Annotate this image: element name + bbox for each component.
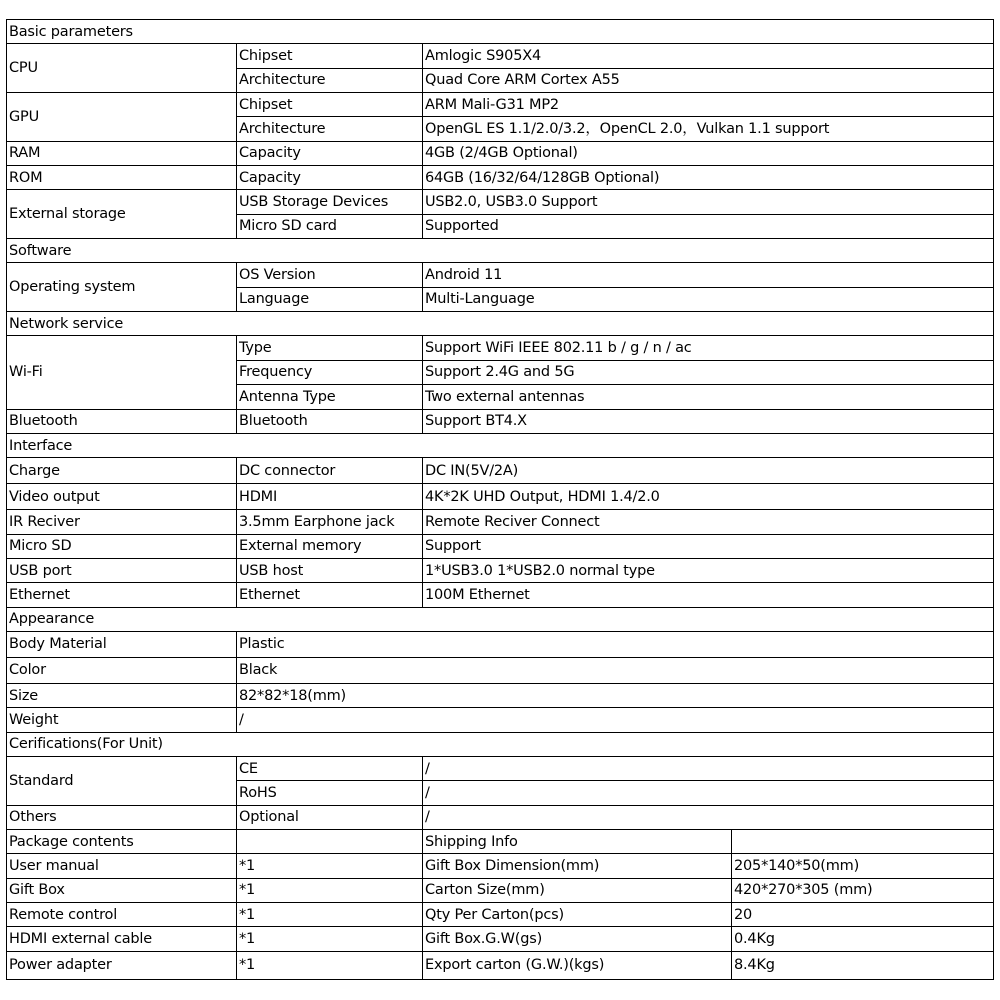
table-cell: External storage bbox=[7, 190, 237, 239]
table-cell: Gift Box Dimension(mm) bbox=[423, 854, 732, 878]
table-cell: Quad Core ARM Cortex A55 bbox=[423, 68, 994, 92]
table-cell: DC connector bbox=[237, 458, 423, 484]
table-cell: Package contents bbox=[7, 829, 237, 853]
table-cell: Size bbox=[7, 683, 237, 707]
table-cell: / bbox=[423, 781, 994, 805]
table-cell: Remote Reciver Connect bbox=[423, 510, 994, 534]
table-row bbox=[7, 854, 994, 878]
table-cell: *1 bbox=[237, 878, 423, 902]
table-cell: 20 bbox=[732, 903, 994, 927]
table-cell: USB Storage Devices bbox=[237, 190, 423, 214]
table-cell: User manual bbox=[7, 854, 237, 878]
table-row bbox=[7, 263, 994, 287]
table-cell: *1 bbox=[237, 927, 423, 951]
table-cell: 64GB (16/32/64/128GB Optional) bbox=[423, 166, 994, 190]
table-cell: Network service bbox=[7, 312, 994, 336]
table-cell: HDMI bbox=[237, 484, 423, 510]
table-cell: DC IN(5V/2A) bbox=[423, 458, 994, 484]
table-cell: Support BT4.X bbox=[423, 409, 994, 433]
table-cell: 4K*2K UHD Output, HDMI 1.4/2.0 bbox=[423, 484, 994, 510]
table-cell: 0.4Kg bbox=[732, 927, 994, 951]
table-cell: HDMI external cable bbox=[7, 927, 237, 951]
table-cell: 205*140*50(mm) bbox=[732, 854, 994, 878]
table-row bbox=[7, 631, 994, 657]
table-row bbox=[7, 510, 994, 534]
table-cell: Chipset bbox=[237, 93, 423, 117]
table-cell: ARM Mali-G31 MP2 bbox=[423, 93, 994, 117]
table-cell: Weight bbox=[7, 708, 237, 732]
table-cell: Carton Size(mm) bbox=[423, 878, 732, 902]
table-cell: Micro SD card bbox=[237, 214, 423, 238]
table-cell: Support 2.4G and 5G bbox=[423, 360, 994, 384]
table-row bbox=[7, 683, 994, 707]
table-row bbox=[7, 534, 994, 558]
table-row bbox=[7, 927, 994, 951]
table-cell: Plastic bbox=[237, 631, 994, 657]
table-cell: Export carton (G.W.)(kgs) bbox=[423, 951, 732, 979]
table-cell: Cerifications(For Unit) bbox=[7, 732, 994, 756]
table-row bbox=[7, 732, 994, 756]
table-cell: Support bbox=[423, 534, 994, 558]
table-cell: 4GB (2/4GB Optional) bbox=[423, 141, 994, 165]
table-cell: CE bbox=[237, 756, 423, 780]
table-cell: CPU bbox=[7, 44, 237, 93]
table-cell: Micro SD bbox=[7, 534, 237, 558]
table-cell: OS Version bbox=[237, 263, 423, 287]
table-cell: / bbox=[237, 708, 994, 732]
table-cell: Operating system bbox=[7, 263, 237, 312]
table-row bbox=[7, 20, 994, 44]
table-row bbox=[7, 756, 994, 780]
table-cell: Video output bbox=[7, 484, 237, 510]
table-cell: Ethernet bbox=[237, 583, 423, 607]
table-cell: Android 11 bbox=[423, 263, 994, 287]
table-cell: Type bbox=[237, 336, 423, 360]
table-cell: USB2.0, USB3.0 Support bbox=[423, 190, 994, 214]
table-cell: RAM bbox=[7, 141, 237, 165]
table-cell: Architecture bbox=[237, 68, 423, 92]
table-cell: Capacity bbox=[237, 141, 423, 165]
table-cell: Antenna Type bbox=[237, 385, 423, 409]
table-cell: Amlogic S905X4 bbox=[423, 44, 994, 68]
table-cell: Bluetooth bbox=[237, 409, 423, 433]
table-row bbox=[7, 607, 994, 631]
table-cell: Software bbox=[7, 239, 994, 263]
table-row bbox=[7, 409, 994, 433]
table-cell: RoHS bbox=[237, 781, 423, 805]
table-row bbox=[7, 951, 994, 979]
table-row bbox=[7, 484, 994, 510]
table-cell: Power adapter bbox=[7, 951, 237, 979]
table-row bbox=[7, 190, 994, 214]
table-row bbox=[7, 141, 994, 165]
table-row bbox=[7, 829, 994, 853]
table-cell: 100M Ethernet bbox=[423, 583, 994, 607]
table-cell: Support WiFi IEEE 802.11 b / g / n / ac bbox=[423, 336, 994, 360]
table-cell: Others bbox=[7, 805, 237, 829]
table-cell: *1 bbox=[237, 854, 423, 878]
table-cell: Interface bbox=[7, 433, 994, 457]
table-cell: Color bbox=[7, 657, 237, 683]
table-cell: Chipset bbox=[237, 44, 423, 68]
table-cell: Remote control bbox=[7, 903, 237, 927]
table-row bbox=[7, 336, 994, 360]
table-cell: USB port bbox=[7, 558, 237, 582]
table-row bbox=[7, 458, 994, 484]
table-cell: USB host bbox=[237, 558, 423, 582]
table-cell: Multi-Language bbox=[423, 287, 994, 311]
table-cell: Ethernet bbox=[7, 583, 237, 607]
table-cell: Qty Per Carton(pcs) bbox=[423, 903, 732, 927]
table-row bbox=[7, 558, 994, 582]
table-cell: Capacity bbox=[237, 166, 423, 190]
table-cell: Architecture bbox=[237, 117, 423, 141]
table-cell: Two external antennas bbox=[423, 385, 994, 409]
table-cell: Charge bbox=[7, 458, 237, 484]
table-cell: *1 bbox=[237, 903, 423, 927]
table-cell: / bbox=[423, 756, 994, 780]
table-cell: Black bbox=[237, 657, 994, 683]
table-cell: 1*USB3.0 1*USB2.0 normal type bbox=[423, 558, 994, 582]
spec-table-body bbox=[7, 20, 994, 980]
table-cell: Basic parameters bbox=[7, 20, 994, 44]
table-row bbox=[7, 708, 994, 732]
table-row bbox=[7, 657, 994, 683]
table-row bbox=[7, 805, 994, 829]
table-cell: Shipping Info bbox=[423, 829, 732, 853]
table-cell bbox=[237, 829, 423, 853]
table-row bbox=[7, 312, 994, 336]
table-cell: Body Material bbox=[7, 631, 237, 657]
table-row bbox=[7, 93, 994, 117]
table-cell: ROM bbox=[7, 166, 237, 190]
table-row bbox=[7, 166, 994, 190]
table-cell: 3.5mm Earphone jack bbox=[237, 510, 423, 534]
table-row bbox=[7, 44, 994, 68]
table-cell: IR Reciver bbox=[7, 510, 237, 534]
table-cell: OpenGL ES 1.1/2.0/3.2，OpenCL 2.0，Vulkan 1.1 support bbox=[423, 117, 994, 141]
table-cell: Standard bbox=[7, 756, 237, 805]
table-cell: / bbox=[423, 805, 994, 829]
table-cell: Language bbox=[237, 287, 423, 311]
table-cell bbox=[732, 829, 994, 853]
table-cell: Appearance bbox=[7, 607, 994, 631]
table-row bbox=[7, 878, 994, 902]
table-cell: Bluetooth bbox=[7, 409, 237, 433]
table-cell: Gift Box bbox=[7, 878, 237, 902]
table-row bbox=[7, 433, 994, 457]
table-row bbox=[7, 903, 994, 927]
table-cell: Optional bbox=[237, 805, 423, 829]
table-row bbox=[7, 583, 994, 607]
table-cell: 420*270*305 (mm) bbox=[732, 878, 994, 902]
spec-table bbox=[6, 19, 994, 980]
table-cell: GPU bbox=[7, 93, 237, 142]
table-cell: 8.4Kg bbox=[732, 951, 994, 979]
table-cell: 82*82*18(mm) bbox=[237, 683, 994, 707]
table-cell: Gift Box.G.W(gs) bbox=[423, 927, 732, 951]
table-cell: External memory bbox=[237, 534, 423, 558]
table-cell: Supported bbox=[423, 214, 994, 238]
table-cell: Frequency bbox=[237, 360, 423, 384]
table-cell: Wi-Fi bbox=[7, 336, 237, 409]
table-cell: *1 bbox=[237, 951, 423, 979]
table-row bbox=[7, 239, 994, 263]
